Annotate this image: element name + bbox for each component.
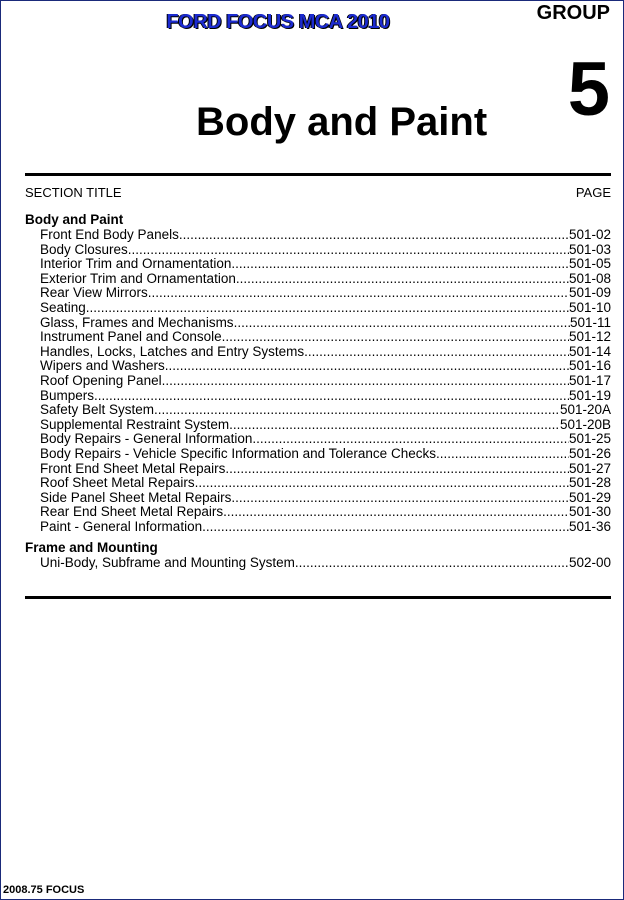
toc-entry-page: 501-29 [568,489,611,505]
page-title: Body and Paint [196,100,488,144]
dot-leader [128,243,569,258]
dot-leader [304,345,569,360]
toc-entry-page: 502-00 [568,555,611,571]
toc-entry-title: Interior Trim and Ornamentation [40,256,232,272]
page-column-header: PAGE [575,185,611,200]
toc-entry[interactable] [25,286,611,301]
toc-entry-page: 501-19 [568,387,611,403]
toc-entry[interactable] [25,301,611,316]
section-heading: Frame and Mounting [25,540,158,556]
footer-text: 2008.75 FOCUS [3,884,85,896]
dot-leader [231,491,569,506]
toc-entry[interactable] [25,476,611,491]
brand-title: FORD FOCUS MCA 2010 [166,11,390,33]
toc-entry-title: Roof Sheet Metal Repairs [40,475,195,491]
toc-entry-title: Instrument Panel and Console [40,329,222,345]
toc-entry-title: Front End Sheet Metal Repairs [40,460,226,476]
toc-entry-page: 501-05 [568,256,611,272]
toc-entry[interactable] [25,316,611,331]
top-rule [25,173,611,176]
toc-entry[interactable] [25,432,611,447]
toc-entry-title: Supplemental Restraint System [40,416,230,432]
toc-entry-page: 501-12 [568,329,611,345]
dot-leader [222,330,569,345]
toc-entry-page: 501-20B [559,416,611,432]
dot-leader [179,228,569,243]
dot-leader [223,505,569,520]
dot-leader [225,462,569,477]
toc-entry[interactable] [25,243,611,258]
dot-leader [202,520,569,535]
toc-entry-page: 501-36 [568,518,611,534]
dot-leader [295,556,569,571]
toc-entry-page: 501-20A [559,402,611,418]
toc-entry-page: 501-27 [568,460,611,476]
toc-entry-title: Wipers and Washers [40,358,165,374]
toc-entry-page: 501-14 [568,343,611,359]
toc-entry-page: 501-25 [568,431,611,447]
dot-leader [165,359,569,374]
group-number: 5 [567,47,610,132]
toc-entry-title: Body Repairs - Vehicle Specific Information and Tolerance Checks [40,445,436,461]
dot-leader [234,316,570,331]
toc-entry[interactable] [25,257,611,272]
toc-entry-title: Rear End Sheet Metal Repairs [40,504,224,520]
table-of-contents [25,212,611,571]
dot-leader [236,272,569,287]
toc-entry-title: Front End Body Panels [40,227,179,242]
toc-entry[interactable] [25,374,611,389]
toc-entry[interactable] [25,403,611,418]
group-label: GROUP [536,2,610,24]
toc-entry-title: Side Panel Sheet Metal Repairs [40,489,232,505]
toc-entry[interactable] [25,418,611,433]
dot-leader [436,447,569,462]
toc-entry[interactable] [25,556,611,571]
bottom-rule [25,596,611,599]
toc-entry-title: Safety Belt System [40,402,155,418]
toc-entry-page: 501-30 [568,504,611,520]
toc-entry-page: 501-08 [568,270,611,286]
toc-entry[interactable] [25,462,611,477]
dot-leader [162,374,569,389]
toc-entry[interactable] [25,330,611,345]
section-heading: Body and Paint [25,212,124,227]
section-title-column-header: SECTION TITLE [25,185,122,200]
toc-entry-title: Roof Opening Panel [40,372,162,388]
toc-entry-title: Glass, Frames and Mechanisms [40,314,234,330]
toc-entry[interactable] [25,389,611,404]
toc-entry-page: 501-10 [568,299,611,315]
toc-entry-page: 501-11 [569,314,611,330]
toc-entry-page: 501-03 [568,241,611,257]
toc-entry[interactable] [25,345,611,360]
toc-entry-page: 501-16 [568,358,611,374]
dot-leader [252,432,569,447]
toc-entry-title: Bumpers [40,387,95,403]
dot-leader [195,476,569,491]
toc-entry-title: Handles, Locks, Latches and Entry Systems [40,343,305,359]
toc-entry-page: 501-17 [568,372,611,388]
toc-entry-page: 501-26 [568,445,611,461]
toc-entry-title: Rear View Mirrors [40,285,148,301]
dot-leader [86,301,569,316]
toc-entry-page: 501-28 [568,475,611,491]
dot-leader [94,389,569,404]
toc-entry-page: 501-09 [568,285,611,301]
toc-entry[interactable] [25,491,611,506]
toc-entry-title: Exterior Trim and Ornamentation [40,270,236,286]
toc-entry-title: Uni-Body, Subframe and Mounting System [40,555,295,571]
dot-leader [229,418,560,433]
toc-entry[interactable] [25,520,611,535]
toc-entry-page: 501-02 [568,227,611,242]
toc-entry-title: Paint - General Information [40,518,203,534]
dot-leader [154,403,560,418]
toc-entry[interactable] [25,272,611,287]
toc-entry[interactable] [25,505,611,520]
dot-leader [148,286,569,301]
toc-entry[interactable] [25,359,611,374]
toc-entry-title: Seating [40,299,86,315]
toc-entry-title: Body Closures [40,241,128,257]
toc-entry[interactable] [25,447,611,462]
toc-entry-title: Body Repairs - General Information [40,431,253,447]
dot-leader [231,257,569,272]
toc-entry[interactable] [25,228,611,243]
